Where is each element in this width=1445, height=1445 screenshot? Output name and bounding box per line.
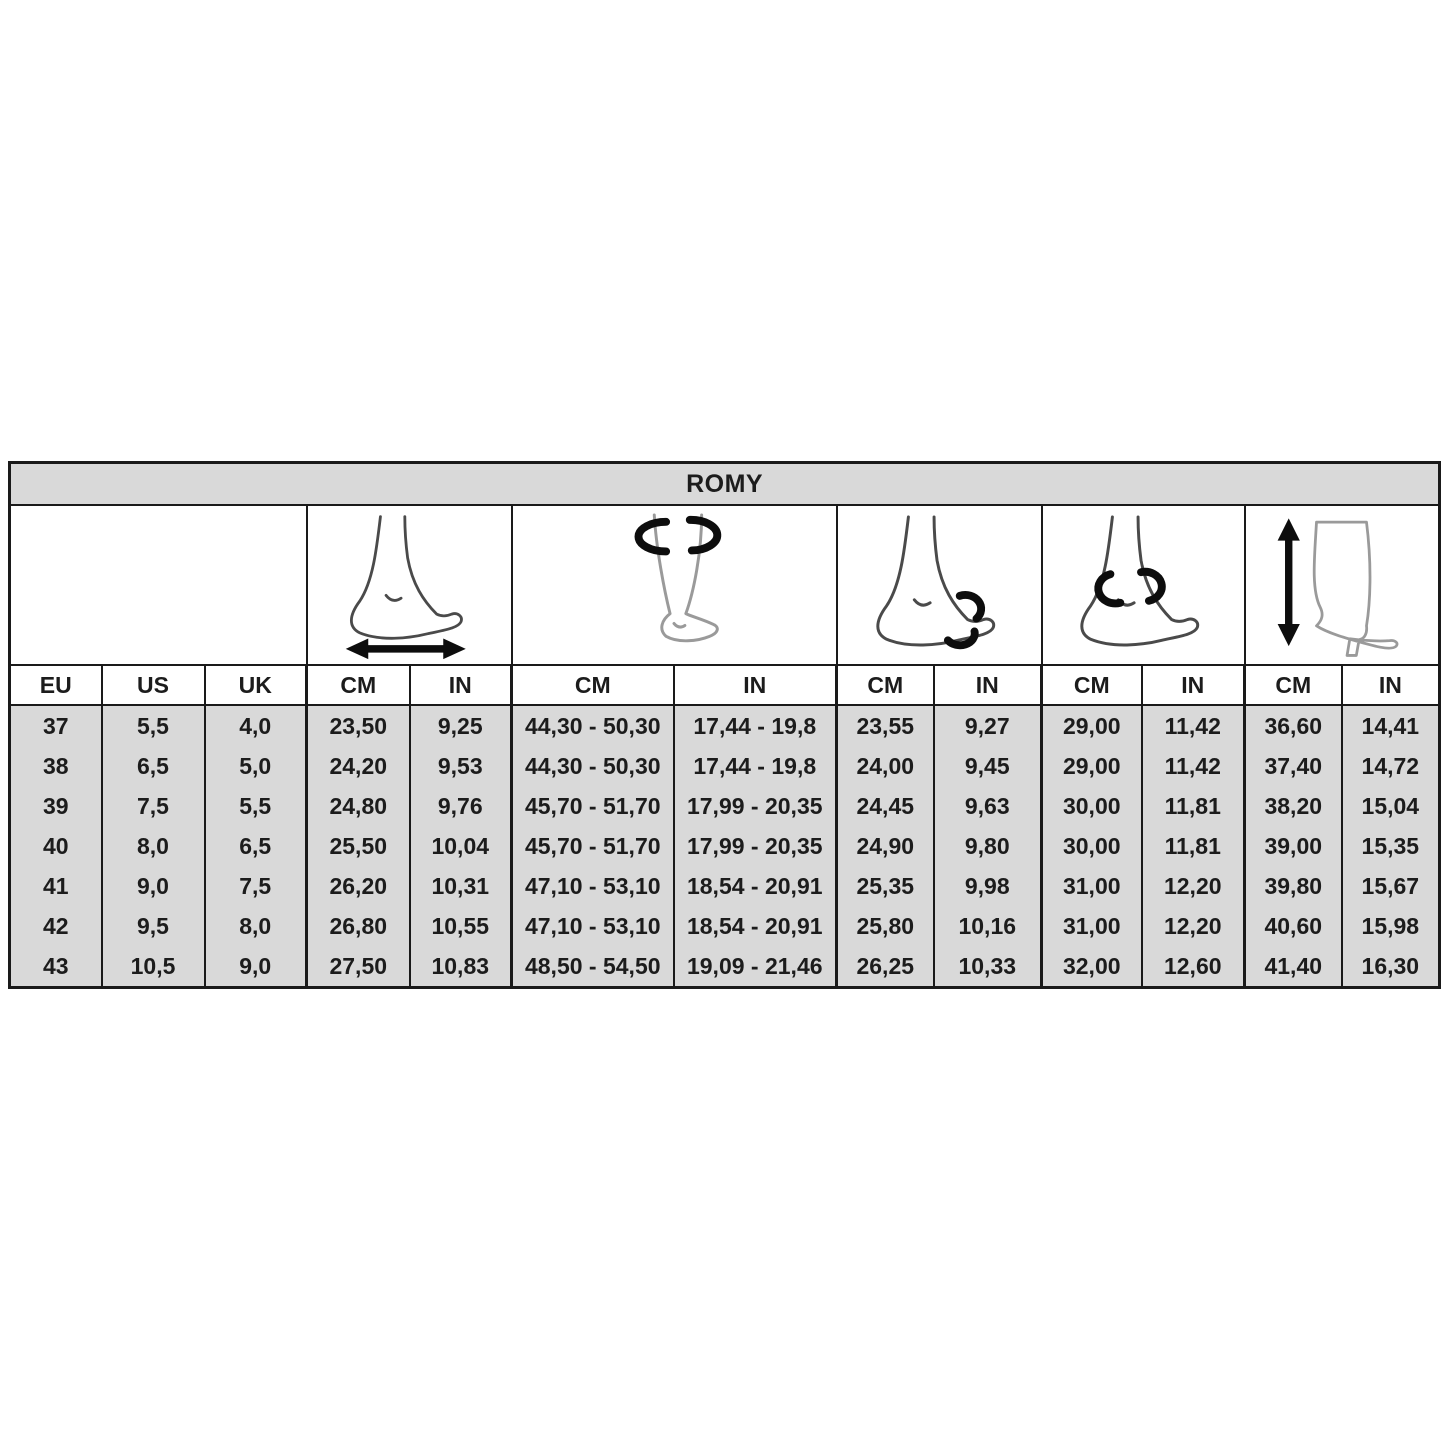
cell-calf-in: 18,54 - 20,91 [674,866,837,906]
cell-instep-cm: 24,90 [837,826,934,866]
cell-foot-cm: 26,20 [307,866,410,906]
cell-foot-in: 9,53 [410,746,512,786]
cell-foot-cm: 27,50 [307,946,410,988]
table-row [10,746,1440,786]
cell-shaft-cm: 37,40 [1245,746,1342,786]
table-row [10,705,1440,746]
cell-ankle-in: 11,81 [1142,786,1245,826]
cell-ankle-in: 12,60 [1142,946,1245,988]
cell-shaft-cm: 38,20 [1245,786,1342,826]
cell-calf-in: 17,99 - 20,35 [674,826,837,866]
cell-instep-cm: 23,55 [837,705,934,746]
column-header-ankle-in: IN [1142,665,1245,705]
cell-ankle-cm: 31,00 [1042,906,1142,946]
cell-calf-in: 19,09 - 21,46 [674,946,837,988]
cell-eu: 39 [10,786,102,826]
cell-uk: 4,0 [205,705,307,746]
cell-shaft-in: 15,04 [1342,786,1440,826]
table-row [10,906,1440,946]
cell-uk: 9,0 [205,946,307,988]
cell-us: 8,0 [102,826,205,866]
cell-instep-in: 9,80 [934,826,1042,866]
table-row [10,786,1440,826]
cell-calf-cm: 45,70 - 51,70 [512,826,674,866]
cell-foot-cm: 23,50 [307,705,410,746]
chart-title: ROMY [10,463,1440,506]
column-header-row [10,665,1440,705]
title-row [10,463,1440,506]
table-row [10,826,1440,866]
cell-foot-in: 10,83 [410,946,512,988]
boot-shaft-height-icon [1245,505,1440,665]
cell-us: 9,0 [102,866,205,906]
cell-shaft-in: 15,98 [1342,906,1440,946]
cell-foot-in: 9,25 [410,705,512,746]
cell-calf-cm: 45,70 - 51,70 [512,786,674,826]
cell-uk: 7,5 [205,866,307,906]
cell-ankle-cm: 29,00 [1042,705,1142,746]
cell-shaft-in: 15,67 [1342,866,1440,906]
cell-shaft-cm: 36,60 [1245,705,1342,746]
cell-shaft-cm: 41,40 [1245,946,1342,988]
cell-ankle-in: 11,42 [1142,746,1245,786]
cell-foot-cm: 24,20 [307,746,410,786]
cell-foot-in: 10,55 [410,906,512,946]
cell-uk: 5,0 [205,746,307,786]
cell-us: 5,5 [102,705,205,746]
cell-eu: 41 [10,866,102,906]
cell-foot-cm: 26,80 [307,906,410,946]
cell-ankle-in: 11,81 [1142,826,1245,866]
cell-foot-in: 10,04 [410,826,512,866]
column-header-calf-cm: CM [512,665,674,705]
cell-calf-cm: 44,30 - 50,30 [512,746,674,786]
column-header-uk: UK [205,665,307,705]
cell-instep-in: 10,33 [934,946,1042,988]
instep-circumference-icon [837,505,1042,665]
cell-ankle-cm: 30,00 [1042,786,1142,826]
cell-instep-cm: 26,25 [837,946,934,988]
cell-calf-cm: 47,10 - 53,10 [512,906,674,946]
cell-instep-cm: 25,35 [837,866,934,906]
ankle-circumference-icon [1042,505,1245,665]
cell-us: 9,5 [102,906,205,946]
column-header-shaft-cm: CM [1245,665,1342,705]
cell-shaft-cm: 39,80 [1245,866,1342,906]
cell-calf-cm: 44,30 - 50,30 [512,705,674,746]
cell-ankle-in: 12,20 [1142,906,1245,946]
cell-calf-cm: 47,10 - 53,10 [512,866,674,906]
column-header-eu: EU [10,665,102,705]
cell-foot-in: 10,31 [410,866,512,906]
cell-ankle-in: 11,42 [1142,705,1245,746]
cell-shaft-in: 16,30 [1342,946,1440,988]
cell-ankle-cm: 32,00 [1042,946,1142,988]
cell-shaft-in: 14,72 [1342,746,1440,786]
cell-uk: 8,0 [205,906,307,946]
cell-calf-in: 17,44 - 19,8 [674,705,837,746]
column-header-us: US [102,665,205,705]
size-chart-table [8,461,1441,989]
cell-instep-cm: 25,80 [837,906,934,946]
cell-eu: 43 [10,946,102,988]
cell-eu: 40 [10,826,102,866]
column-header-foot-cm: CM [307,665,410,705]
column-header-ankle-cm: CM [1042,665,1142,705]
cell-calf-in: 17,44 - 19,8 [674,746,837,786]
cell-ankle-in: 12,20 [1142,866,1245,906]
cell-eu: 38 [10,746,102,786]
cell-eu: 42 [10,906,102,946]
column-header-shaft-in: IN [1342,665,1440,705]
cell-calf-cm: 48,50 - 54,50 [512,946,674,988]
cell-foot-in: 9,76 [410,786,512,826]
cell-us: 7,5 [102,786,205,826]
cell-instep-cm: 24,45 [837,786,934,826]
calf-circumference-icon [512,505,837,665]
cell-us: 6,5 [102,746,205,786]
column-header-calf-in: IN [674,665,837,705]
foot-length-icon [307,505,512,665]
cell-calf-in: 18,54 - 20,91 [674,906,837,946]
cell-foot-cm: 24,80 [307,786,410,826]
empty-corner-cell [10,505,307,665]
cell-uk: 5,5 [205,786,307,826]
cell-shaft-cm: 39,00 [1245,826,1342,866]
cell-instep-in: 9,98 [934,866,1042,906]
cell-instep-cm: 24,00 [837,746,934,786]
column-header-instep-in: IN [934,665,1042,705]
cell-foot-cm: 25,50 [307,826,410,866]
cell-uk: 6,5 [205,826,307,866]
cell-us: 10,5 [102,946,205,988]
cell-shaft-in: 15,35 [1342,826,1440,866]
icon-row [10,505,1440,665]
cell-instep-in: 10,16 [934,906,1042,946]
cell-shaft-in: 14,41 [1342,705,1440,746]
column-header-instep-cm: CM [837,665,934,705]
cell-instep-in: 9,63 [934,786,1042,826]
cell-eu: 37 [10,705,102,746]
table-row [10,946,1440,988]
cell-calf-in: 17,99 - 20,35 [674,786,837,826]
table-row [10,866,1440,906]
cell-ankle-cm: 30,00 [1042,826,1142,866]
cell-ankle-cm: 29,00 [1042,746,1142,786]
cell-shaft-cm: 40,60 [1245,906,1342,946]
cell-ankle-cm: 31,00 [1042,866,1142,906]
column-header-foot-in: IN [410,665,512,705]
cell-instep-in: 9,45 [934,746,1042,786]
cell-instep-in: 9,27 [934,705,1042,746]
size-table-body [10,705,1440,988]
